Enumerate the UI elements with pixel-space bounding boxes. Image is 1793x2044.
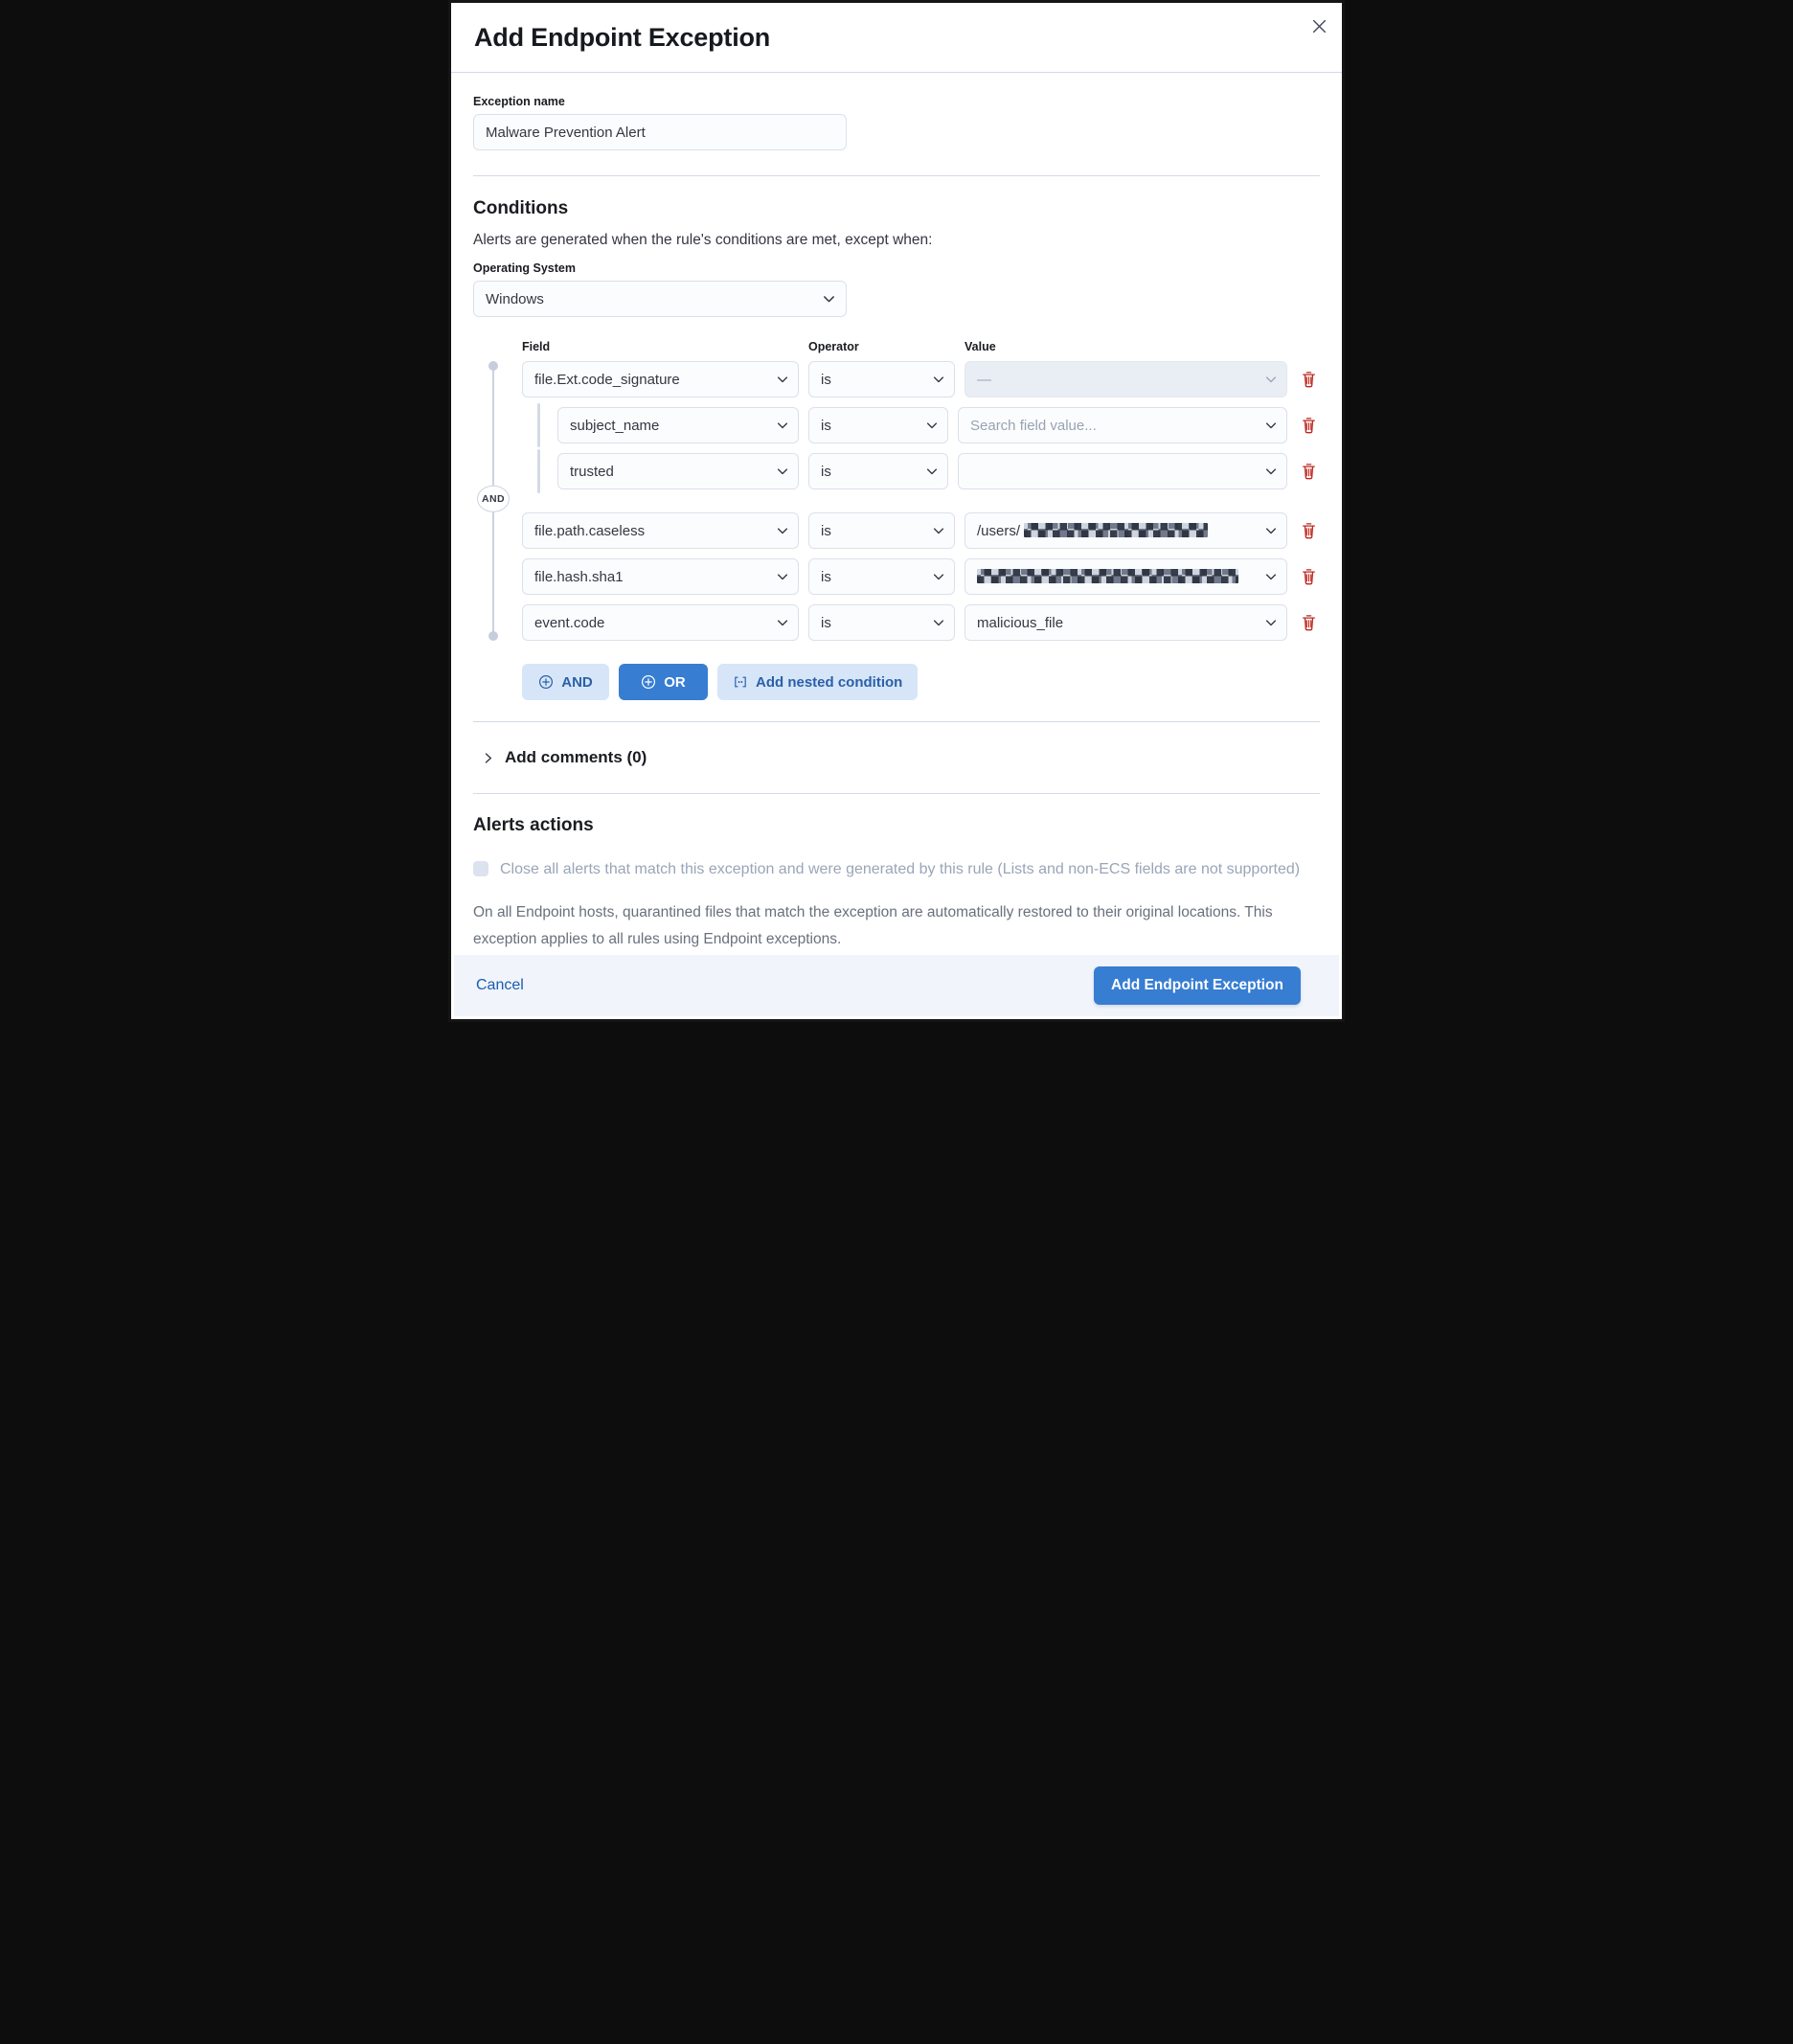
cancel-button[interactable]: Cancel	[476, 977, 524, 993]
nested-button-label: Add nested condition	[756, 673, 903, 691]
plus-circle-icon	[538, 674, 554, 690]
divider	[473, 721, 1320, 722]
delete-condition-button[interactable]	[1297, 565, 1320, 588]
field-select-value: subject_name	[570, 417, 660, 434]
chevron-down-icon	[1264, 419, 1278, 432]
add-endpoint-exception-button[interactable]: Add Endpoint Exception	[1094, 966, 1301, 1005]
and-button-label: AND	[561, 673, 593, 691]
operator-select-value: is	[821, 614, 831, 631]
chevron-down-icon	[776, 419, 789, 432]
field-select[interactable]	[522, 361, 799, 397]
add-comments-label: Add comments (0)	[505, 748, 647, 766]
delete-condition-button[interactable]	[1297, 414, 1320, 437]
close-alerts-checkbox-label: Close all alerts that match this exception and were generated by this rule (Lists and non-ECS fields are not supported)	[500, 861, 1301, 877]
value-select	[965, 361, 1287, 397]
field-select[interactable]	[522, 512, 799, 549]
modal-footer	[454, 955, 1339, 1016]
delete-condition-button[interactable]	[1297, 368, 1320, 391]
chevron-down-icon	[776, 373, 789, 386]
alerts-actions-heading: Alerts actions	[473, 815, 594, 835]
field-select-value: file.hash.sha1	[534, 568, 624, 585]
field-select[interactable]	[557, 453, 799, 489]
trash-icon	[1301, 522, 1317, 539]
nested-brackets-icon	[733, 674, 748, 690]
condition-row	[522, 558, 1320, 595]
chevron-down-icon	[925, 419, 939, 432]
exception-name-input[interactable]	[473, 114, 847, 150]
chevron-down-icon	[1264, 616, 1278, 629]
modal-body	[451, 95, 1342, 953]
operating-system-value: Windows	[486, 290, 544, 307]
divider	[473, 175, 1320, 176]
field-select[interactable]	[522, 558, 799, 595]
value-select[interactable]	[958, 453, 1287, 489]
field-select[interactable]	[522, 604, 799, 641]
builder-column-headers	[522, 340, 1320, 353]
builder-buttons	[522, 664, 1320, 700]
operator-select-value: is	[821, 522, 831, 539]
condition-row	[522, 604, 1320, 641]
redacted-value	[1024, 523, 1208, 537]
modal-header	[451, 3, 1342, 73]
delete-condition-button[interactable]	[1297, 611, 1320, 634]
operator-select[interactable]	[808, 558, 955, 595]
operator-select[interactable]	[808, 361, 955, 397]
value-select[interactable]	[965, 604, 1287, 641]
value-select-value: —	[977, 371, 991, 388]
trash-icon	[1301, 614, 1317, 631]
field-column-header: Field	[522, 340, 551, 353]
exception-name-value: Malware Prevention Alert	[486, 124, 646, 141]
nested-indent-bar	[537, 403, 540, 447]
close-alerts-checkbox-row	[473, 859, 1320, 880]
page-title: Add Endpoint Exception	[474, 22, 771, 52]
chevron-down-icon	[776, 524, 789, 537]
chevron-down-icon	[1264, 465, 1278, 478]
value-select[interactable]	[958, 407, 1287, 443]
value-select[interactable]	[965, 558, 1287, 595]
condition-row	[522, 512, 1320, 549]
chevron-down-icon	[932, 373, 945, 386]
value-select-value: /users/	[977, 523, 1208, 539]
operator-select-value: is	[821, 568, 831, 585]
conditions-heading: Conditions	[473, 198, 569, 218]
checkbox-unchecked	[473, 861, 488, 876]
field-select-value: trusted	[570, 463, 614, 480]
chevron-down-icon	[932, 524, 945, 537]
chevron-down-icon	[932, 570, 945, 583]
condition-builder	[473, 340, 1320, 700]
close-button[interactable]	[1305, 12, 1332, 39]
field-select-value: file.Ext.code_signature	[534, 371, 680, 388]
operator-select[interactable]	[808, 453, 948, 489]
chevron-down-icon	[776, 465, 789, 478]
exception-name-group	[473, 95, 1320, 150]
and-badge: AND	[477, 486, 510, 512]
chevron-down-icon	[1264, 570, 1278, 583]
condition-row	[522, 361, 1320, 397]
trash-icon	[1301, 463, 1317, 480]
value-select-value: malicious_file	[977, 614, 1064, 631]
chevron-down-icon	[776, 570, 789, 583]
nested-indent-bar	[537, 449, 540, 493]
value-select-value	[977, 569, 1238, 585]
or-button-label: OR	[664, 673, 686, 691]
add-and-button[interactable]	[522, 664, 609, 700]
condition-row-nested	[557, 453, 1320, 489]
operator-select[interactable]	[808, 604, 955, 641]
chevron-down-icon	[776, 616, 789, 629]
exception-name-label: Exception name	[473, 95, 565, 108]
operator-select-value: is	[821, 371, 831, 388]
value-placeholder: Search field value...	[970, 417, 1097, 434]
field-select[interactable]	[557, 407, 799, 443]
operator-column-header: Operator	[808, 340, 859, 353]
add-or-button[interactable]	[619, 664, 708, 700]
field-select-value: file.path.caseless	[534, 522, 646, 539]
operating-system-label: Operating System	[473, 261, 576, 275]
plus-circle-icon	[641, 674, 656, 690]
chevron-right-icon	[482, 752, 494, 764]
conditions-description: Alerts are generated when the rule's conditions are met, except when:	[473, 232, 933, 248]
chevron-down-icon	[932, 616, 945, 629]
divider	[473, 793, 1320, 794]
endpoint-note: On all Endpoint hosts, quarantined files that match the exception are automatically restored to their original locations. This exception applies to all rules using Endpoint exceptions.	[473, 904, 1273, 948]
operating-system-select[interactable]	[473, 281, 847, 317]
add-endpoint-exception-modal	[448, 0, 1345, 1022]
chevron-down-icon	[925, 465, 939, 478]
add-nested-condition-button[interactable]	[717, 664, 918, 700]
delete-condition-button[interactable]	[1297, 460, 1320, 483]
close-icon	[1311, 18, 1328, 34]
operator-select-value: is	[821, 463, 831, 480]
operator-select[interactable]	[808, 407, 948, 443]
connector-dot-top	[488, 361, 498, 371]
operator-select[interactable]	[808, 512, 955, 549]
operator-select-value: is	[821, 417, 831, 434]
trash-icon	[1301, 568, 1317, 585]
chevron-down-icon	[822, 292, 836, 307]
condition-row-nested	[557, 407, 1320, 443]
add-comments-toggle[interactable]	[473, 748, 647, 767]
delete-condition-button[interactable]	[1297, 519, 1320, 542]
chevron-down-icon	[1264, 373, 1278, 386]
operating-system-group	[473, 261, 1320, 317]
chevron-down-icon	[1264, 524, 1278, 537]
value-column-header: Value	[965, 340, 996, 353]
trash-icon	[1301, 417, 1317, 434]
trash-icon	[1301, 371, 1317, 388]
connector-dot-bottom	[488, 631, 498, 641]
value-select[interactable]	[965, 512, 1287, 549]
builder-rows	[473, 361, 1320, 641]
field-select-value: event.code	[534, 614, 605, 631]
redacted-value	[977, 569, 1238, 583]
